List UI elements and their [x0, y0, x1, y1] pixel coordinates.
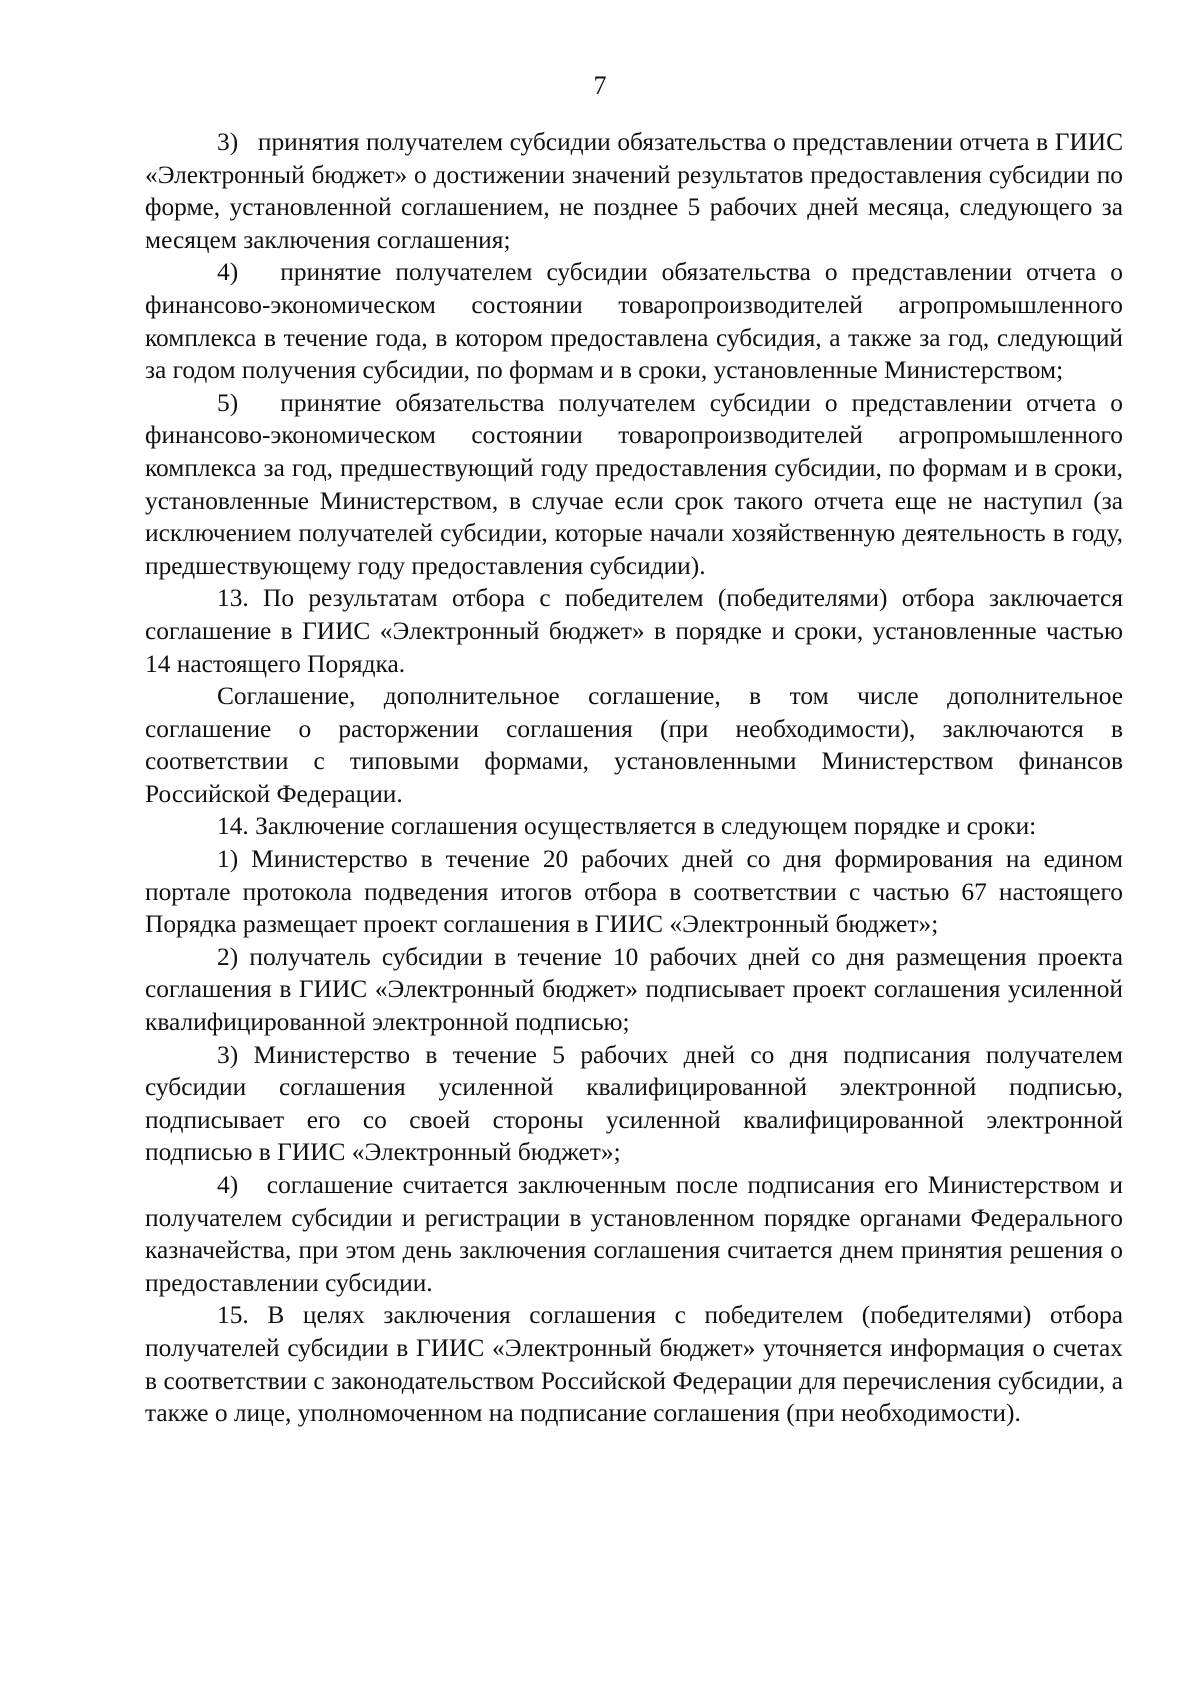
paragraph-clause-14-item-4: 4) соглашение считается заключенным после подписания его Министерством и получателем субсидии и регистрации в установленном порядке органами Федерального казначейства, при этом день заключения соглашения считается днем принятия решения о предоставлении субсидии. — [145, 1171, 1123, 1297]
paragraph-clause-14-item-3: 3) Министерство в течение 5 рабочих дней со дня подписания получателем субсидии соглашения усиленной квалифицированной электронной подписью, подписывает его со своей стороны усиленной квалифицированной электронной подписью в ГИИС «Электронный бюджет»; — [145, 1040, 1123, 1167]
paragraph-item-4-financial-report: 4) принятие получателем субсидии обязательства о представлении отчета о финансово-экономическом состоянии товаропроизводителей агропромышленного комплекса в течение года, в котором предоставлена субсидия, а также за год, следующий за годом получения субсидии, по формам и в сроки, установленные Министерством; — [145, 258, 1123, 385]
paragraph-clause-15: 15. В целях заключения соглашения с победителем (победителями) отбора получателей субсидии в ГИИС «Электронный бюджет» уточняется информация о счетах в соответствии с законодательством Российской Федерации для перечисления субсидии, а также о лице, уполномоченном на подписание соглашения (при необходимости). — [145, 1301, 1123, 1428]
paragraph-clause-14-item-2: 2) получатель субсидии в течение 10 рабочих дней со дня размещения проекта соглашения в ГИИС «Электронный бюджет» подписывает проект соглашения усиленной квалифицированной электронной подписью; — [145, 942, 1123, 1037]
paragraph-item-5-previous-year-report: 5) принятие обязательства получателем субсидии о представлении отчета о финансово-экономическом состоянии товаропроизводителей агропромышленного комплекса за год, предшествующий году предоставления субсидии, по формам и в сроки, установленные Министерством, в случае если срок такого отчета еще не наступил (за исключением получателей субсидии, которые начали хозяйственную деятельность в году, предшествующему году предоставления субсидии). — [145, 388, 1123, 580]
paragraph-clause-14: 14. Заключение соглашения осуществляется в следующем порядке и сроки: — [217, 812, 1037, 841]
paragraph-clause-13: 13. По результатам отбора с победителем (победителями) отбора заключается соглашение в ГИИС «Электронный бюджет» в порядке и сроки, установленные частью 14 настоящего Порядка. — [145, 584, 1123, 678]
paragraph-clause-14-item-1: 1) Министерство в течение 20 рабочих дней со дня формирования на едином портале протокола подведения итогов отбора в соответствии с частью 67 настоящего Порядка размещает проект соглашения в ГИИС «Электронный бюджет»; — [145, 845, 1123, 939]
page-number: 7 — [593, 71, 607, 100]
paragraph-item-3-report-results: 3) принятия получателем субсидии обязательства о представлении отчета в ГИИС «Электронный бюджет» о достижении значений результатов предоставления субсидии по форме, установленной соглашением, не позднее 5 рабочих дней месяца, следующего за месяцем заключения соглашения; — [145, 128, 1123, 254]
paragraph-agreement-forms: Соглашение, дополнительное соглашение, в том числе дополнительное соглашение о расторжении соглашения (при необходимости), заключаются в соответствии с типовыми формами, установленными Министерством финансов Российской Федерации. — [145, 682, 1123, 808]
document-body — [145, 126, 1123, 1430]
